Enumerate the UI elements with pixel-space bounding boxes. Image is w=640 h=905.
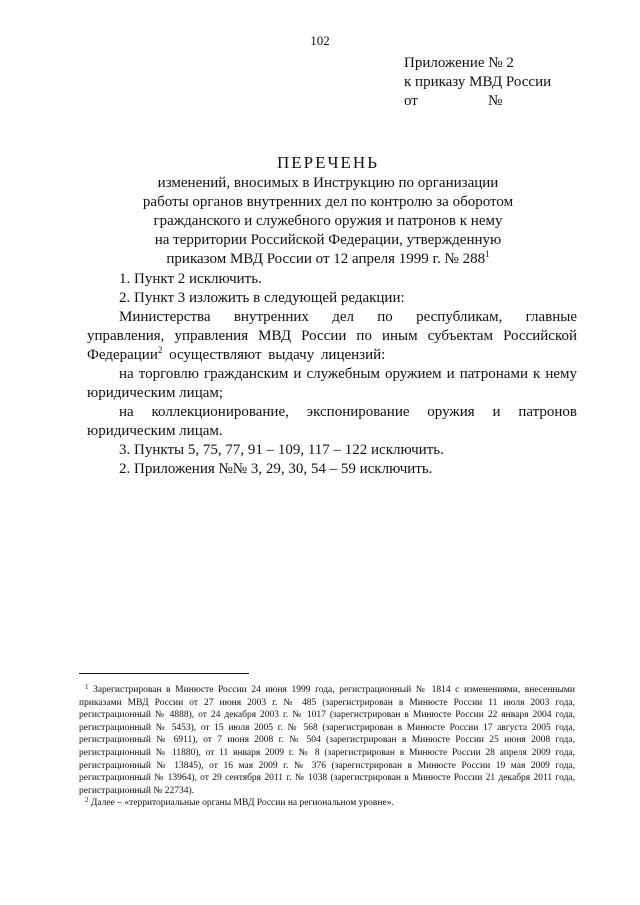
body-item-7: 2. Приложения №№ 3, 29, 30, 54 – 59 исключить. bbox=[119, 461, 433, 477]
footnote-2-mark: 2 bbox=[85, 796, 89, 805]
body-item-2: 2. Пункт 3 изложить в следующей редакции: bbox=[119, 290, 405, 306]
footnote-ref-1: 1 bbox=[485, 249, 490, 259]
appendix-title: Приложение № 2 bbox=[404, 55, 514, 71]
appendix-header bbox=[404, 54, 551, 111]
document-body bbox=[87, 270, 577, 479]
footnote-1-text: Зарегистрирован в Минюсте России 24 июня 1999 года, регистрационный № 1814 с изменениями, внесенными приказами МВД России от 27 июня 2003 г. № 485 (зарегистрирован в Минюсте России 11 июля 2003 года, регистрационный № 4888), от 24 декабря 2003 г. № 1017 (зарегистрирован в Минюсте России 22 января 2004 года, регистрационный № 5453), от 15 июля 2005 г. № 568 (зарегистрирован в Минюсте России 17 августа 2005 года, регистрационный № 6911), от 7 июня 2008 г. № 504 (зарегистрирован в Минюсте России 25 июня 2008 года, регистрационный № 11880), от 11 января 2009 г. № 8 (зарегистрирован в Минюсте России 28 апреля 2009 года, регистрационный № 13845), от 16 мая 2009 г. № 376 (зарегистрирован в Минюсте России 19 мая 2009 года, регистрационный № 13964), от 29 сентября 2011 г. № 1038 (зарегистрирован в Минюсте России 21 декабря 2011 года, регистрационный № 22734). bbox=[79, 685, 575, 796]
footnote-divider bbox=[79, 673, 249, 674]
footnote-2-text: Далее – «территориальные органы МВД России на региональном уровне». bbox=[88, 798, 394, 809]
footnote-1 bbox=[79, 684, 575, 797]
title-last-line bbox=[90, 250, 566, 269]
title-line: изменений, вносимых в Инструкцию по организации bbox=[157, 175, 499, 191]
title-last-line-text: приказом МВД России от 12 апреля 1999 г. № 288 bbox=[166, 251, 486, 267]
title-line: гражданского и служебного оружия и патронов к нему bbox=[153, 213, 503, 229]
body-item-3 bbox=[87, 308, 577, 365]
body-item-4: на торговлю гражданским и служебным оружием и патронами к нему юридическим лицам; bbox=[87, 366, 577, 401]
footnote-1-mark: 1 bbox=[85, 683, 89, 691]
footnotes bbox=[79, 684, 575, 810]
appendix-number-label: № bbox=[488, 93, 503, 109]
appendix-from-label: от bbox=[404, 93, 418, 109]
body-item-3-tail: осуществляют выдачу лицензий: bbox=[162, 347, 386, 363]
body-item-1: 1. Пункт 2 исключить. bbox=[119, 271, 262, 287]
document-heading: ПЕРЕЧЕНЬ bbox=[277, 153, 379, 172]
page-number: 102 bbox=[310, 33, 330, 48]
document-title-block bbox=[90, 152, 566, 269]
title-line: работы органов внутренних дел по контролю за оборотом bbox=[142, 194, 514, 210]
appendix-date-number-line bbox=[404, 92, 551, 111]
body-item-6: 3. Пункты 5, 75, 77, 91 – 109, 117 – 122 исключить. bbox=[119, 442, 444, 458]
body-item-3-text: Министерства внутренних дел по республикам, главные управления, управления МВД России по иным субъектам Российской Федерации bbox=[87, 309, 577, 363]
body-item-5: на коллекционирование, экспонирование оружия и патронов юридическим лицам. bbox=[87, 404, 577, 439]
appendix-order-reference: к приказу МВД России bbox=[404, 74, 552, 90]
footnote-2 bbox=[79, 797, 575, 810]
footnote-ref-2: 2 bbox=[157, 345, 163, 355]
title-line: на территории Российской Федерации, утвержденную bbox=[154, 232, 502, 248]
